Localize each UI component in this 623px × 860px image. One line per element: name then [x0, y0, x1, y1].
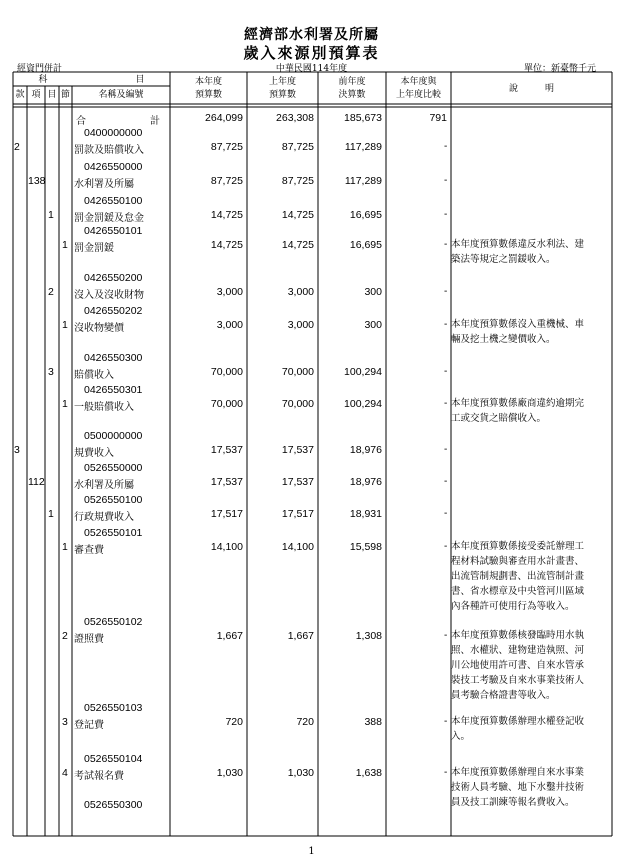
- row-note-line: 本年度預算數係核發臨時用水執: [451, 630, 585, 641]
- row-mu: 2: [48, 286, 54, 298]
- row-compare: -: [444, 541, 448, 552]
- row-past: 185,673: [344, 112, 382, 124]
- row-note-line: 裝技工考驗及自來水事業技術人: [451, 675, 585, 686]
- row-name: 沒收物變價: [74, 323, 124, 334]
- row-previous: 17,517: [281, 508, 314, 520]
- row-compare: -: [444, 319, 448, 330]
- row-past: 117,289: [344, 141, 382, 153]
- row-past: 16,695: [349, 209, 382, 221]
- row-current: 14,100: [210, 541, 243, 553]
- row-compare: -: [444, 476, 448, 487]
- row-code: 0526550103: [84, 702, 143, 714]
- header-subject: 科: [38, 75, 48, 85]
- row-jie: 1: [62, 319, 68, 331]
- row-compare: -: [444, 141, 448, 152]
- row-code: 0500000000: [84, 430, 143, 442]
- row-name: 水利署及所屬: [74, 480, 134, 491]
- row-note-line: 員考驗合格證書等收入。: [451, 690, 556, 701]
- row-current: 70,000: [210, 398, 243, 410]
- row-jie: 1: [62, 541, 68, 553]
- row-note: [451, 396, 611, 426]
- row-past: 16,695: [349, 239, 382, 251]
- header-compare-2: 上年度比較: [395, 90, 441, 100]
- header-past-1: 前年度: [338, 77, 366, 87]
- row-name: 罰金罰鍰及怠金: [74, 213, 144, 224]
- row-note-line: 工或交貨之賠償收入。: [451, 413, 547, 424]
- row-note-line: 書、省水標章及中央管河川區域: [451, 586, 585, 597]
- row-compare: -: [444, 209, 448, 220]
- header-previous-2: 預算數: [268, 90, 296, 100]
- row-previous: 14,100: [281, 541, 314, 553]
- row-current: 87,725: [210, 175, 243, 187]
- row-past: 1,308: [355, 630, 382, 642]
- row-compare: -: [444, 716, 448, 727]
- row-compare: -: [444, 286, 448, 297]
- row-compare: -: [444, 767, 448, 778]
- row-name: 行政規費收入: [74, 512, 134, 523]
- row-past: 100,294: [344, 366, 382, 378]
- row-jie: 3: [62, 716, 68, 728]
- row-current: 720: [225, 716, 243, 728]
- row-note-line: 技術人員考驗、地下水鑿井技術: [451, 782, 585, 793]
- row-note-line: 程材料試驗與審查用水計畫書、: [451, 556, 585, 567]
- row-code: 0400000000: [84, 127, 143, 139]
- row-previous: 14,725: [281, 209, 314, 221]
- header-current-2: 預算數: [194, 90, 222, 100]
- row-code: 0526550000: [84, 462, 143, 474]
- row-current: 264,099: [205, 112, 243, 124]
- row-name: 合 計: [76, 116, 160, 127]
- row-past: 18,976: [349, 444, 382, 456]
- row-note-line: 築法等規定之罰鍰收入。: [451, 254, 556, 265]
- row-note-line: 入。: [451, 731, 471, 742]
- header-name: 名稱及編號: [98, 90, 144, 100]
- row-current: 14,725: [210, 209, 243, 221]
- header-current-1: 本年度: [194, 77, 222, 87]
- row-note: [451, 628, 611, 703]
- row-xiang: 138: [28, 175, 46, 187]
- table-title: 歲入來源別預算表: [243, 44, 380, 62]
- header-compare-1: 本年度與: [400, 77, 437, 87]
- unit-label: 單位：新臺幣千元: [523, 64, 596, 74]
- row-note: [451, 765, 611, 810]
- row-note-line: 輛及挖土機之變價收入。: [451, 334, 556, 345]
- header-past-2: 決算數: [338, 90, 366, 100]
- row-compare: -: [444, 444, 448, 455]
- row-previous: 17,537: [281, 444, 314, 456]
- org-title: 經濟部水利署及所屬: [244, 27, 379, 43]
- row-name: 罰款及賠償收入: [74, 145, 144, 156]
- row-note-line: 內各種許可使用行為等收入。: [451, 601, 575, 612]
- row-past: 18,976: [349, 476, 382, 488]
- row-previous: 720: [296, 716, 314, 728]
- row-jie: 1: [62, 239, 68, 251]
- row-code: 0526550100: [84, 494, 143, 506]
- row-note: [451, 714, 611, 744]
- row-current: 1,667: [216, 630, 243, 642]
- row-current: 3,000: [216, 319, 243, 331]
- row-compare: -: [444, 239, 448, 250]
- header-note: 說 明: [508, 84, 554, 94]
- row-code: 0526550300: [84, 799, 143, 811]
- fiscal-year: 中華民國114年度: [275, 64, 348, 74]
- row-mu: 3: [48, 366, 54, 378]
- row-code: 0526550102: [84, 616, 143, 628]
- row-name: 證照費: [74, 634, 104, 645]
- row-note-line: 本年度預算數係沒入重機械、車: [451, 319, 585, 330]
- row-note-line: 照、水權狀、建物建造執照、河: [451, 645, 585, 656]
- header-kuan: 款: [15, 90, 25, 100]
- row-compare: -: [444, 175, 448, 186]
- row-name: 一般賠償收入: [74, 402, 134, 413]
- row-code: 0426550300: [84, 352, 143, 364]
- row-note: [451, 539, 611, 614]
- fund-type-label: 經資門併計: [17, 64, 63, 74]
- row-compare: -: [444, 366, 448, 377]
- row-code: 0526550101: [84, 527, 143, 539]
- row-mu: 1: [48, 209, 54, 221]
- row-code: 0526550104: [84, 753, 143, 765]
- row-current: 3,000: [216, 286, 243, 298]
- row-code: 0426550000: [84, 161, 143, 173]
- row-code: 0426550101: [84, 225, 143, 237]
- row-current: 70,000: [210, 366, 243, 378]
- row-past: 18,931: [349, 508, 382, 520]
- row-note-line: 本年度預算數係辦理自來水事業: [451, 767, 585, 778]
- row-previous: 3,000: [287, 286, 314, 298]
- row-past: 300: [364, 286, 382, 298]
- row-note: [451, 317, 611, 347]
- row-note-line: 出流管制規劃書、出流管制計畫: [451, 571, 585, 582]
- row-past: 117,289: [344, 175, 382, 187]
- row-name: 考試報名費: [74, 771, 124, 782]
- header-subject-2: 目: [135, 75, 145, 85]
- page-number: 1: [308, 846, 315, 857]
- row-name: 罰金罰鍰: [74, 243, 114, 254]
- row-name: 審查費: [74, 545, 104, 556]
- row-code: 0426550301: [84, 384, 143, 396]
- row-kuan: 3: [14, 444, 20, 456]
- row-previous: 87,725: [281, 175, 314, 187]
- row-previous: 1,667: [287, 630, 314, 642]
- header-mu: 目: [47, 90, 57, 100]
- row-note-line: 本年度預算數係辦理水權登記收: [451, 716, 585, 727]
- row-name: 水利署及所屬: [74, 179, 134, 190]
- row-previous: 87,725: [281, 141, 314, 153]
- row-mu: 1: [48, 508, 54, 520]
- row-current: 17,537: [210, 476, 243, 488]
- row-note-line: 本年度預算數係違反水利法、建: [451, 239, 585, 250]
- row-name: 登記費: [74, 720, 104, 731]
- header-jie: 節: [60, 90, 70, 100]
- row-compare: 791: [429, 112, 447, 124]
- row-xiang: 112: [28, 476, 45, 488]
- row-compare: -: [444, 398, 448, 409]
- row-current: 17,537: [210, 444, 243, 456]
- row-code: 0426550200: [84, 272, 143, 284]
- row-previous: 14,725: [281, 239, 314, 251]
- row-past: 100,294: [344, 398, 382, 410]
- row-previous: 1,030: [287, 767, 314, 779]
- row-past: 300: [364, 319, 382, 331]
- row-jie: 4: [62, 767, 68, 779]
- row-kuan: 2: [14, 141, 20, 153]
- row-code: 0426550202: [84, 305, 143, 317]
- row-name: 賠償收入: [74, 370, 114, 381]
- row-past: 388: [364, 716, 382, 728]
- row-note-line: 本年度預算數係接受委託辦理工: [451, 541, 585, 552]
- row-jie: 1: [62, 398, 68, 410]
- row-past: 15,598: [349, 541, 382, 553]
- header-xiang: 項: [31, 90, 41, 100]
- row-current: 87,725: [210, 141, 243, 153]
- header-previous-1: 上年度: [268, 77, 296, 87]
- row-current: 14,725: [210, 239, 243, 251]
- row-previous: 3,000: [287, 319, 314, 331]
- row-previous: 263,308: [276, 112, 314, 124]
- row-note-line: 本年度預算數係廠商違約逾期完: [451, 398, 585, 409]
- row-name: 規費收入: [74, 448, 114, 459]
- row-previous: 70,000: [281, 366, 314, 378]
- row-name: 沒入及沒收財物: [74, 290, 144, 301]
- row-previous: 17,537: [281, 476, 314, 488]
- row-compare: -: [444, 630, 448, 641]
- row-compare: -: [444, 508, 448, 519]
- row-past: 1,638: [355, 767, 382, 779]
- row-code: 0426550100: [84, 195, 143, 207]
- row-current: 1,030: [216, 767, 243, 779]
- row-previous: 70,000: [281, 398, 314, 410]
- row-note-line: 員及技工訓練等報名費收入。: [451, 797, 575, 808]
- row-current: 17,517: [210, 508, 243, 520]
- row-note-line: 川公地使用許可書、自來水管承: [451, 660, 585, 671]
- row-note: [451, 237, 611, 267]
- row-jie: 2: [62, 630, 68, 642]
